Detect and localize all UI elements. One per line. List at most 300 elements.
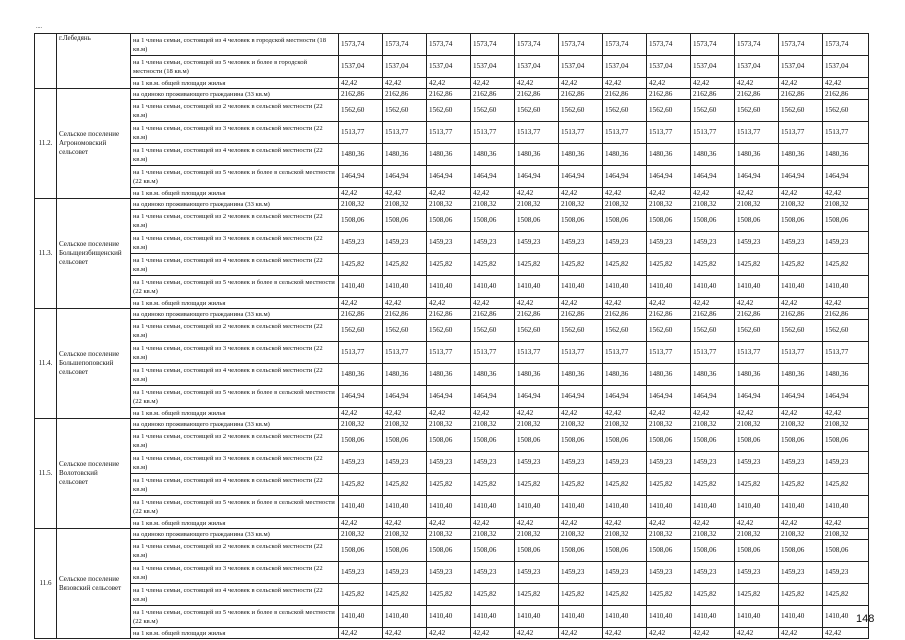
value-cell: 1480,36 bbox=[559, 364, 603, 386]
value-cell: 42,42 bbox=[515, 518, 559, 529]
value-cell: 2162,86 bbox=[647, 89, 691, 100]
value-cell: 1513,77 bbox=[515, 342, 559, 364]
row-description: на 1 члена семьи, состоящей из 3 человек в сельской местности (22 кв.м) bbox=[131, 232, 339, 254]
value-cell: 42,42 bbox=[471, 298, 515, 309]
value-cell: 2108,32 bbox=[779, 529, 823, 540]
value-cell: 1410,40 bbox=[339, 606, 383, 628]
value-cell: 1508,06 bbox=[779, 430, 823, 452]
value-cell: 1508,06 bbox=[691, 540, 735, 562]
value-cell: 42,42 bbox=[779, 188, 823, 199]
value-cell: 1464,94 bbox=[559, 166, 603, 188]
value-cell: 2108,32 bbox=[559, 199, 603, 210]
value-cell: 42,42 bbox=[647, 628, 691, 639]
value-cell: 1562,60 bbox=[647, 100, 691, 122]
value-cell: 42,42 bbox=[471, 408, 515, 419]
value-cell: 1562,60 bbox=[427, 320, 471, 342]
value-cell: 1480,36 bbox=[471, 144, 515, 166]
value-cell: 1464,94 bbox=[735, 166, 779, 188]
value-cell: 1425,82 bbox=[559, 474, 603, 496]
table-row bbox=[35, 430, 869, 452]
value-cell: 1425,82 bbox=[339, 474, 383, 496]
value-cell: 1410,40 bbox=[647, 496, 691, 518]
value-cell: 2108,32 bbox=[383, 199, 427, 210]
row-description: на одиноко проживающего гражданина (33 кв.м) bbox=[131, 89, 339, 100]
value-cell: 42,42 bbox=[339, 298, 383, 309]
value-cell: 1410,40 bbox=[603, 606, 647, 628]
value-cell: 1508,06 bbox=[735, 430, 779, 452]
value-cell: 1508,06 bbox=[779, 540, 823, 562]
value-cell: 1464,94 bbox=[339, 166, 383, 188]
value-cell: 1508,06 bbox=[559, 430, 603, 452]
value-cell: 42,42 bbox=[515, 78, 559, 89]
value-cell: 1459,23 bbox=[735, 232, 779, 254]
value-cell: 1459,23 bbox=[603, 232, 647, 254]
value-cell: 1573,74 bbox=[515, 34, 559, 56]
value-cell: 1537,04 bbox=[471, 56, 515, 78]
group-number: 11.5. bbox=[35, 419, 57, 529]
value-cell: 2108,32 bbox=[691, 529, 735, 540]
value-cell: 1480,36 bbox=[339, 144, 383, 166]
value-cell: 1410,40 bbox=[823, 606, 869, 628]
group-number: 11.2. bbox=[35, 89, 57, 199]
table-row bbox=[35, 188, 869, 199]
value-cell: 1459,23 bbox=[427, 232, 471, 254]
value-cell: 1508,06 bbox=[383, 210, 427, 232]
value-cell: 1508,06 bbox=[603, 430, 647, 452]
value-cell: 1425,82 bbox=[339, 584, 383, 606]
value-cell: 1513,77 bbox=[603, 342, 647, 364]
table-row bbox=[35, 474, 869, 496]
row-description: на 1 члена семьи, состоящей из 5 человек и более в сельской местности (22 кв.м) bbox=[131, 166, 339, 188]
value-cell: 42,42 bbox=[603, 628, 647, 639]
value-cell: 1537,04 bbox=[515, 56, 559, 78]
value-cell: 1508,06 bbox=[339, 430, 383, 452]
value-cell: 2108,32 bbox=[427, 199, 471, 210]
value-cell: 1464,94 bbox=[823, 386, 869, 408]
row-description: на 1 члена семьи, состоящей из 4 человек в сельской местности (22 кв.м) bbox=[131, 364, 339, 386]
value-cell: 1459,23 bbox=[779, 562, 823, 584]
table-row bbox=[35, 628, 869, 639]
value-cell: 2162,86 bbox=[603, 89, 647, 100]
value-cell: 1425,82 bbox=[647, 474, 691, 496]
value-cell: 2108,32 bbox=[339, 419, 383, 430]
value-cell: 1459,23 bbox=[647, 562, 691, 584]
value-cell: 1464,94 bbox=[339, 386, 383, 408]
value-cell: 1425,82 bbox=[559, 254, 603, 276]
value-cell: 42,42 bbox=[559, 628, 603, 639]
value-cell: 1459,23 bbox=[735, 562, 779, 584]
table-row bbox=[35, 254, 869, 276]
value-cell: 1425,82 bbox=[779, 584, 823, 606]
table-row bbox=[35, 166, 869, 188]
value-cell: 1464,94 bbox=[647, 386, 691, 408]
table-row bbox=[35, 320, 869, 342]
value-cell: 1508,06 bbox=[339, 210, 383, 232]
value-cell: 1562,60 bbox=[779, 100, 823, 122]
value-cell: 1480,36 bbox=[471, 364, 515, 386]
value-cell: 42,42 bbox=[603, 518, 647, 529]
value-cell: 42,42 bbox=[779, 298, 823, 309]
value-cell: 1537,04 bbox=[427, 56, 471, 78]
value-cell: 1562,60 bbox=[735, 100, 779, 122]
value-cell: 2162,86 bbox=[471, 309, 515, 320]
value-cell: 1537,04 bbox=[339, 56, 383, 78]
value-cell: 1464,94 bbox=[603, 386, 647, 408]
value-cell: 1513,77 bbox=[691, 122, 735, 144]
value-cell: 42,42 bbox=[515, 408, 559, 419]
housing-cost-table bbox=[34, 33, 869, 639]
value-cell: 1410,40 bbox=[779, 496, 823, 518]
value-cell: 1425,82 bbox=[339, 254, 383, 276]
value-cell: 42,42 bbox=[383, 78, 427, 89]
value-cell: 42,42 bbox=[823, 78, 869, 89]
top-mark: .... bbox=[36, 24, 42, 30]
value-cell: 1513,77 bbox=[647, 122, 691, 144]
value-cell: 1425,82 bbox=[691, 474, 735, 496]
value-cell: 1573,74 bbox=[735, 34, 779, 56]
value-cell: 1513,77 bbox=[735, 342, 779, 364]
value-cell: 1562,60 bbox=[559, 100, 603, 122]
value-cell: 2162,86 bbox=[427, 309, 471, 320]
group-region: Сельское поселение Больщеизбищенский сельсовет bbox=[57, 199, 131, 309]
group-number: 11.4. bbox=[35, 309, 57, 419]
value-cell: 42,42 bbox=[603, 408, 647, 419]
value-cell: 1573,74 bbox=[779, 34, 823, 56]
value-cell: 2108,32 bbox=[471, 419, 515, 430]
value-cell: 2108,32 bbox=[515, 529, 559, 540]
value-cell: 1410,40 bbox=[339, 276, 383, 298]
value-cell: 1459,23 bbox=[339, 452, 383, 474]
value-cell: 42,42 bbox=[339, 628, 383, 639]
value-cell: 1513,77 bbox=[427, 342, 471, 364]
value-cell: 1562,60 bbox=[383, 100, 427, 122]
value-cell: 1425,82 bbox=[779, 254, 823, 276]
group-number: 11.6 bbox=[35, 529, 57, 639]
value-cell: 1464,94 bbox=[383, 166, 427, 188]
value-cell: 1459,23 bbox=[471, 562, 515, 584]
value-cell: 1459,23 bbox=[339, 562, 383, 584]
value-cell: 42,42 bbox=[427, 188, 471, 199]
value-cell: 1508,06 bbox=[735, 210, 779, 232]
value-cell: 42,42 bbox=[427, 628, 471, 639]
table-row bbox=[35, 34, 869, 56]
value-cell: 1425,82 bbox=[691, 254, 735, 276]
value-cell: 1513,77 bbox=[823, 122, 869, 144]
value-cell: 1562,60 bbox=[339, 320, 383, 342]
value-cell: 1425,82 bbox=[823, 584, 869, 606]
value-cell: 1464,94 bbox=[691, 166, 735, 188]
value-cell: 1464,94 bbox=[515, 386, 559, 408]
value-cell: 1459,23 bbox=[823, 562, 869, 584]
value-cell: 2162,86 bbox=[427, 89, 471, 100]
value-cell: 1513,77 bbox=[603, 122, 647, 144]
table-row bbox=[35, 210, 869, 232]
value-cell: 2108,32 bbox=[559, 419, 603, 430]
value-cell: 1459,23 bbox=[779, 232, 823, 254]
value-cell: 42,42 bbox=[735, 518, 779, 529]
value-cell: 1410,40 bbox=[427, 276, 471, 298]
value-cell: 42,42 bbox=[603, 298, 647, 309]
value-cell: 1425,82 bbox=[735, 584, 779, 606]
value-cell: 1537,04 bbox=[559, 56, 603, 78]
row-description: на 1 кв.м. общей площади жилья bbox=[131, 408, 339, 419]
group-region: Сельское поселение Большепоповский сельсовет bbox=[57, 309, 131, 419]
value-cell: 1410,40 bbox=[383, 496, 427, 518]
value-cell: 1425,82 bbox=[647, 254, 691, 276]
value-cell: 1464,94 bbox=[471, 166, 515, 188]
value-cell: 42,42 bbox=[339, 78, 383, 89]
table-row bbox=[35, 309, 869, 320]
value-cell: 1459,23 bbox=[383, 452, 427, 474]
value-cell: 1425,82 bbox=[383, 584, 427, 606]
value-cell: 1480,36 bbox=[823, 364, 869, 386]
value-cell: 42,42 bbox=[427, 78, 471, 89]
value-cell: 1508,06 bbox=[603, 210, 647, 232]
value-cell: 1573,74 bbox=[339, 34, 383, 56]
value-cell: 1459,23 bbox=[471, 452, 515, 474]
row-description: на 1 кв.м. общей площади жилья bbox=[131, 518, 339, 529]
group-region: Сельское поселение Агрономовский сельсовет bbox=[57, 89, 131, 199]
value-cell: 1459,23 bbox=[515, 452, 559, 474]
row-description: на 1 члена семьи, состоящей из 3 человек в сельской местности (22 кв.м) bbox=[131, 452, 339, 474]
value-cell: 42,42 bbox=[603, 188, 647, 199]
value-cell: 42,42 bbox=[823, 188, 869, 199]
value-cell: 1464,94 bbox=[691, 386, 735, 408]
value-cell: 1508,06 bbox=[559, 540, 603, 562]
value-cell: 1410,40 bbox=[603, 496, 647, 518]
value-cell: 1508,06 bbox=[383, 540, 427, 562]
value-cell: 2162,86 bbox=[383, 309, 427, 320]
value-cell: 1508,06 bbox=[823, 210, 869, 232]
value-cell: 1410,40 bbox=[515, 276, 559, 298]
row-description: на 1 члена семьи, состоящей из 2 человек в сельской местности (22 кв.м) bbox=[131, 430, 339, 452]
value-cell: 1464,94 bbox=[779, 166, 823, 188]
value-cell: 1480,36 bbox=[779, 144, 823, 166]
table-row bbox=[35, 122, 869, 144]
value-cell: 1537,04 bbox=[691, 56, 735, 78]
row-description: на 1 члена семьи, состоящей из 4 человек в сельской местности (22 кв.м) bbox=[131, 144, 339, 166]
value-cell: 1480,36 bbox=[383, 144, 427, 166]
value-cell: 1459,23 bbox=[603, 562, 647, 584]
value-cell: 42,42 bbox=[427, 518, 471, 529]
value-cell: 42,42 bbox=[603, 78, 647, 89]
value-cell: 42,42 bbox=[823, 628, 869, 639]
value-cell: 2162,86 bbox=[779, 89, 823, 100]
value-cell: 1513,77 bbox=[647, 342, 691, 364]
table-row bbox=[35, 606, 869, 628]
value-cell: 1513,77 bbox=[471, 342, 515, 364]
row-description: на одиноко проживающего гражданина (33 кв.м) bbox=[131, 529, 339, 540]
value-cell: 1410,40 bbox=[779, 276, 823, 298]
value-cell: 2108,32 bbox=[603, 419, 647, 430]
table-row bbox=[35, 89, 869, 100]
value-cell: 2162,86 bbox=[647, 309, 691, 320]
group-region: Сельское поселение Вязовский сельсовет bbox=[57, 529, 131, 639]
value-cell: 1562,60 bbox=[823, 320, 869, 342]
value-cell: 42,42 bbox=[383, 298, 427, 309]
value-cell: 1480,36 bbox=[691, 364, 735, 386]
row-description: на одиноко проживающего гражданина (33 кв.м) bbox=[131, 309, 339, 320]
value-cell: 42,42 bbox=[691, 518, 735, 529]
value-cell: 1480,36 bbox=[339, 364, 383, 386]
value-cell: 2108,32 bbox=[471, 199, 515, 210]
table-row bbox=[35, 56, 869, 78]
value-cell: 1562,60 bbox=[471, 100, 515, 122]
value-cell: 42,42 bbox=[515, 188, 559, 199]
value-cell: 1513,77 bbox=[779, 122, 823, 144]
value-cell: 1425,82 bbox=[515, 474, 559, 496]
table-row bbox=[35, 78, 869, 89]
value-cell: 1480,36 bbox=[735, 144, 779, 166]
value-cell: 1508,06 bbox=[647, 540, 691, 562]
value-cell: 1459,23 bbox=[383, 232, 427, 254]
value-cell: 42,42 bbox=[647, 78, 691, 89]
row-description: на 1 члена семьи, состоящей из 2 человек в сельской местности (22 кв.м) bbox=[131, 320, 339, 342]
value-cell: 1425,82 bbox=[647, 584, 691, 606]
value-cell: 2108,32 bbox=[823, 529, 869, 540]
value-cell: 1480,36 bbox=[559, 144, 603, 166]
value-cell: 2108,32 bbox=[691, 199, 735, 210]
value-cell: 42,42 bbox=[735, 188, 779, 199]
value-cell: 1480,36 bbox=[515, 144, 559, 166]
value-cell: 42,42 bbox=[691, 628, 735, 639]
value-cell: 1464,94 bbox=[823, 166, 869, 188]
row-description: на 1 члена семьи, состоящей из 4 человек в городской местности (18 кв.м) bbox=[131, 34, 339, 56]
value-cell: 42,42 bbox=[471, 628, 515, 639]
table-row bbox=[35, 419, 869, 430]
value-cell: 1508,06 bbox=[471, 430, 515, 452]
table-row bbox=[35, 298, 869, 309]
row-description: на 1 члена семьи, состоящей из 2 человек в сельской местности (22 кв.м) bbox=[131, 540, 339, 562]
value-cell: 42,42 bbox=[779, 518, 823, 529]
table-row bbox=[35, 518, 869, 529]
row-description: на 1 члена семьи, состоящей из 4 человек в сельской местности (22 кв.м) bbox=[131, 254, 339, 276]
value-cell: 1464,94 bbox=[427, 386, 471, 408]
value-cell: 42,42 bbox=[339, 188, 383, 199]
value-cell: 1459,23 bbox=[691, 232, 735, 254]
value-cell: 1508,06 bbox=[339, 540, 383, 562]
value-cell: 1513,77 bbox=[339, 342, 383, 364]
value-cell: 1513,77 bbox=[559, 342, 603, 364]
value-cell: 1480,36 bbox=[779, 364, 823, 386]
value-cell: 1464,94 bbox=[471, 386, 515, 408]
value-cell: 42,42 bbox=[471, 78, 515, 89]
value-cell: 1513,77 bbox=[383, 342, 427, 364]
value-cell: 42,42 bbox=[647, 518, 691, 529]
value-cell: 1464,94 bbox=[427, 166, 471, 188]
row-description: на 1 члена семьи, состоящей из 5 человек и более в городской местности (18 кв.м) bbox=[131, 56, 339, 78]
value-cell: 1562,60 bbox=[647, 320, 691, 342]
table-row bbox=[35, 386, 869, 408]
value-cell: 1480,36 bbox=[735, 364, 779, 386]
group-region: Сельское поселение Волотовский сельсовет bbox=[57, 419, 131, 529]
value-cell: 2108,32 bbox=[515, 199, 559, 210]
value-cell: 1459,23 bbox=[471, 232, 515, 254]
value-cell: 1508,06 bbox=[823, 540, 869, 562]
table-row bbox=[35, 540, 869, 562]
value-cell: 1508,06 bbox=[647, 430, 691, 452]
row-description: на 1 кв.м. общей площади жилья bbox=[131, 298, 339, 309]
value-cell: 1410,40 bbox=[603, 276, 647, 298]
value-cell: 2162,86 bbox=[339, 89, 383, 100]
page-number: 148 bbox=[856, 613, 875, 625]
value-cell: 1508,06 bbox=[427, 210, 471, 232]
table-row bbox=[35, 408, 869, 419]
value-cell: 1410,40 bbox=[427, 496, 471, 518]
value-cell: 1513,77 bbox=[691, 342, 735, 364]
value-cell: 1513,77 bbox=[383, 122, 427, 144]
row-description: на 1 члена семьи, состоящей из 2 человек в сельской местности (22 кв.м) bbox=[131, 210, 339, 232]
value-cell: 1508,06 bbox=[823, 430, 869, 452]
value-cell: 1508,06 bbox=[735, 540, 779, 562]
value-cell: 1425,82 bbox=[603, 254, 647, 276]
value-cell: 1410,40 bbox=[471, 276, 515, 298]
value-cell: 1562,60 bbox=[383, 320, 427, 342]
value-cell: 1410,40 bbox=[647, 606, 691, 628]
table-row bbox=[35, 496, 869, 518]
value-cell: 1573,74 bbox=[559, 34, 603, 56]
value-cell: 42,42 bbox=[383, 188, 427, 199]
value-cell: 1459,23 bbox=[515, 232, 559, 254]
value-cell: 1410,40 bbox=[383, 276, 427, 298]
value-cell: 2108,32 bbox=[383, 419, 427, 430]
value-cell: 1573,74 bbox=[603, 34, 647, 56]
value-cell: 1480,36 bbox=[647, 144, 691, 166]
value-cell: 1513,77 bbox=[779, 342, 823, 364]
value-cell: 1410,40 bbox=[471, 606, 515, 628]
value-cell: 2162,86 bbox=[383, 89, 427, 100]
value-cell: 1459,23 bbox=[779, 452, 823, 474]
value-cell: 1513,77 bbox=[559, 122, 603, 144]
value-cell: 1410,40 bbox=[515, 606, 559, 628]
value-cell: 42,42 bbox=[383, 408, 427, 419]
value-cell: 1410,40 bbox=[559, 606, 603, 628]
value-cell: 1459,23 bbox=[823, 232, 869, 254]
table-row bbox=[35, 276, 869, 298]
value-cell: 1410,40 bbox=[823, 496, 869, 518]
table-row bbox=[35, 232, 869, 254]
value-cell: 1508,06 bbox=[471, 540, 515, 562]
value-cell: 42,42 bbox=[559, 518, 603, 529]
value-cell: 2108,32 bbox=[735, 529, 779, 540]
value-cell: 1513,77 bbox=[471, 122, 515, 144]
value-cell: 1464,94 bbox=[383, 386, 427, 408]
value-cell: 1410,40 bbox=[647, 276, 691, 298]
value-cell: 1562,60 bbox=[471, 320, 515, 342]
value-cell: 1537,04 bbox=[779, 56, 823, 78]
value-cell: 1425,82 bbox=[779, 474, 823, 496]
value-cell: 1425,82 bbox=[383, 474, 427, 496]
value-cell: 1425,82 bbox=[427, 584, 471, 606]
value-cell: 2162,86 bbox=[779, 309, 823, 320]
value-cell: 1562,60 bbox=[779, 320, 823, 342]
value-cell: 1410,40 bbox=[735, 606, 779, 628]
value-cell: 1410,40 bbox=[735, 276, 779, 298]
value-cell: 42,42 bbox=[779, 408, 823, 419]
value-cell: 1537,04 bbox=[735, 56, 779, 78]
row-description: на 1 члена семьи, состоящей из 4 человек в сельской местности (22 кв.м) bbox=[131, 474, 339, 496]
value-cell: 1508,06 bbox=[691, 430, 735, 452]
value-cell: 1410,40 bbox=[823, 276, 869, 298]
value-cell: 1508,06 bbox=[515, 210, 559, 232]
value-cell: 42,42 bbox=[559, 408, 603, 419]
value-cell: 1410,40 bbox=[691, 276, 735, 298]
value-cell: 1425,82 bbox=[823, 474, 869, 496]
table-row bbox=[35, 364, 869, 386]
value-cell: 1573,74 bbox=[691, 34, 735, 56]
row-description: на одиноко проживающего гражданина (33 кв.м) bbox=[131, 199, 339, 210]
value-cell: 1508,06 bbox=[559, 210, 603, 232]
